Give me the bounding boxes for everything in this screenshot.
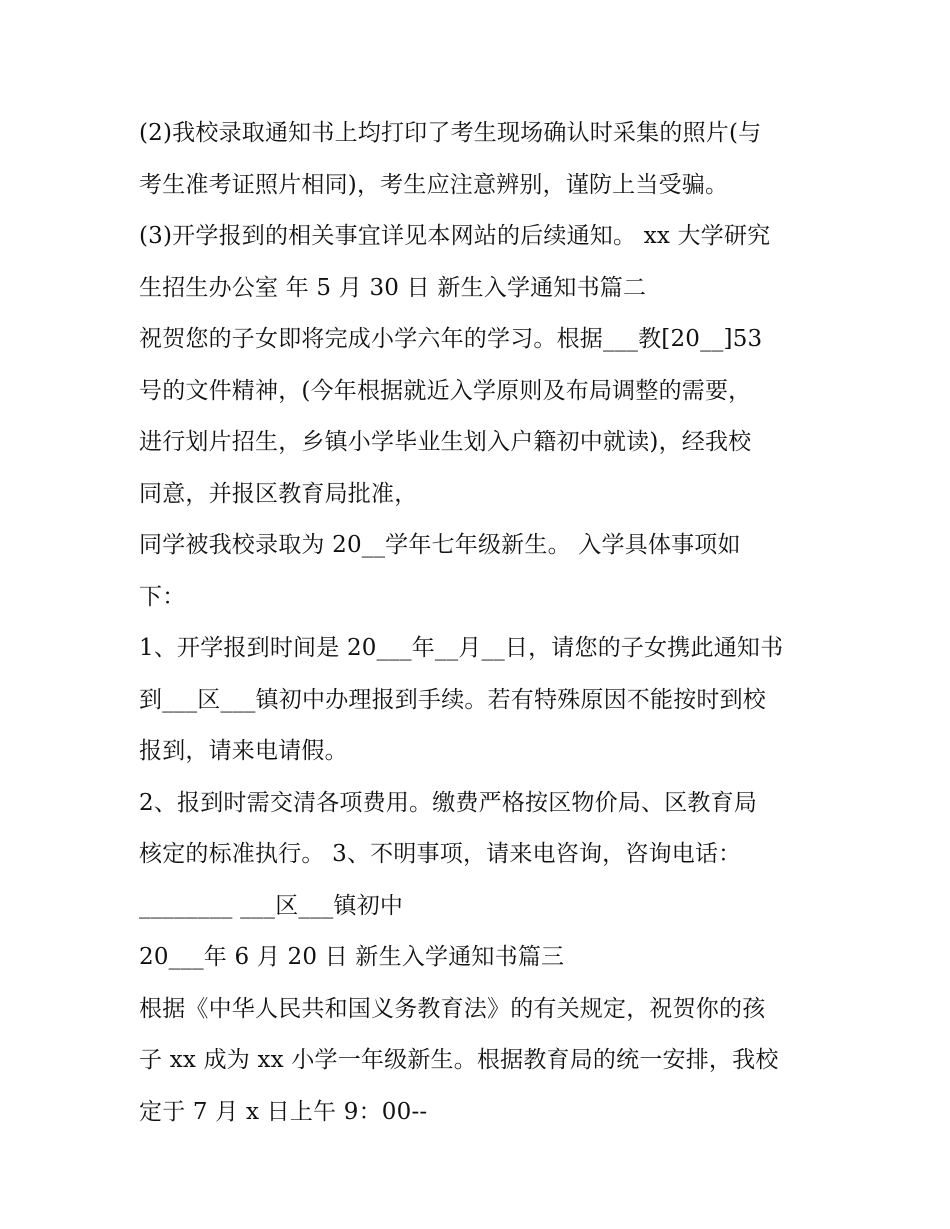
text-line: 20___年 6 月 20 日 新生入学通知书篇三 [139, 944, 565, 970]
text-line: 考生准考证照片相同)，考生应注意辨别，谨防上当受骗。 [139, 171, 729, 198]
text-line: (3)开学报到的相关事宜详见本网站的后续通知。 xx 大学研究 [139, 223, 771, 249]
text-line: 下： [139, 583, 186, 610]
text-line: 根据《中华人民共和国义务教育法》的有关规定，祝贺你的孩 [139, 995, 766, 1022]
text-line: 子 xx 成为 xx 小学一年级新生。根据教育局的统一安排，我校 [139, 1047, 779, 1073]
text-line: 核定的标准执行。 3、不明事项，请来电咨询，咨询电话： [139, 841, 742, 867]
text-line: 进行划片招生，乡镇小学毕业生划入户籍初中就读)，经我校 [139, 429, 752, 455]
text-line: (2)我校录取通知书上均打印了考生现场确认时采集的照片(与 [139, 120, 762, 146]
text-line: 1、开学报到时间是 20___年__月__日，请您的子女携此通知书 [139, 635, 784, 661]
text-line: 到___区___镇初中办理报到手续。若有特殊原因不能按时到校 [139, 686, 766, 713]
text-line: 号的文件精神，(今年根据就近入学原则及布局调整的需要， [139, 377, 752, 404]
text-line: ________ ___区___镇初中 [139, 892, 404, 919]
text-line: 同学被我校录取为 20__学年七年级新生。 入学具体事项如 [139, 532, 741, 558]
text-line: 报到，请来电请假。 [139, 738, 348, 764]
text-line: 祝贺您的子女即将完成小学六年的学习。根据___教[20__]53 [139, 326, 763, 352]
document-body [139, 108, 819, 1138]
text-line: 2、报到时需交清各项费用。缴费严格按区物价局、区教育局 [139, 789, 758, 816]
text-line: 同意，并报区教育局批准， [139, 480, 418, 507]
text-line: 生招生办公室 年 5 月 30 日 新生入学通知书篇二 [139, 274, 647, 301]
text-line: 定于 7 月 x 日上午 9：00-- [139, 1098, 428, 1125]
